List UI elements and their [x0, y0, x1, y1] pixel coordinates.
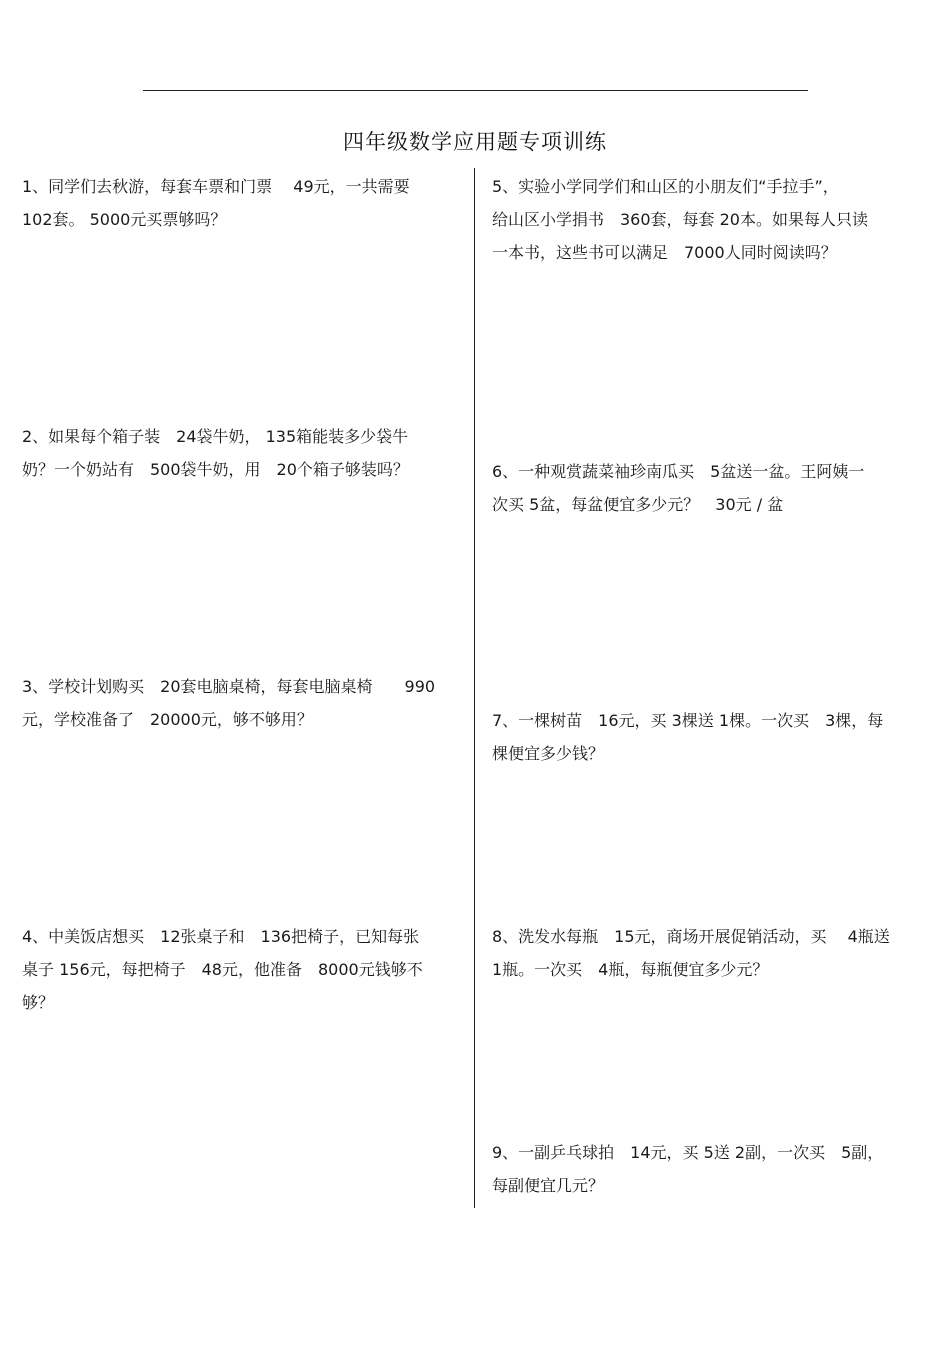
- problem-7: [492, 704, 883, 770]
- problem-2: [22, 420, 409, 486]
- problem-4: [22, 920, 423, 1019]
- problem-3-line-1: 3、学校计划购买 20套电脑桌椅，每套电脑桌椅 990: [22, 677, 436, 696]
- problem-8-line-1: 8、洗发水每瓶 15元，商场开展促销活动，买 4瓶送: [492, 927, 890, 946]
- problem-8-line-2: 1瓶。一次买 4瓶，每瓶便宜多少元？: [492, 960, 769, 979]
- problem-3-line-2: 元，学校准备了 20000元，够不够用？: [22, 710, 313, 729]
- problem-7-line-1: 7、一棵树苗 16元，买 3棵送 1棵。一次买 3棵，每: [492, 711, 884, 730]
- problem-5: [492, 170, 868, 269]
- problem-6-line-1: 6、一种观赏蔬菜袖珍南瓜买 5盆送一盆。王阿姨一: [492, 462, 865, 481]
- problem-1-line-2: 102套。 5000元买票够吗？: [22, 210, 227, 229]
- problem-4-line-1: 4、中美饭店想买 12张桌子和 136把椅子，已知每张: [22, 927, 420, 946]
- problem-9-line-2: 每副便宜几元？: [492, 1176, 605, 1195]
- problem-9: [492, 1136, 883, 1202]
- problem-6: [492, 455, 864, 521]
- problem-1: [22, 170, 410, 236]
- problem-5-line-2: 给山区小学捐书 360套，每套 20本。如果每人只读: [492, 210, 868, 229]
- problem-8: [492, 920, 890, 986]
- page-title: 四年级数学应用题专项训练: [343, 130, 607, 154]
- problem-4-line-2: 桌子 156元，每把椅子 48元，他准备 8000元钱够不: [22, 960, 423, 979]
- problem-7-line-2: 棵便宜多少钱？: [492, 744, 605, 763]
- problem-9-line-1: 9、一副乒乓球拍 14元，买 5送 2副，一次买 5副，: [492, 1143, 884, 1162]
- problem-5-line-3: 一本书，这些书可以满足 7000人同时阅读吗？: [492, 243, 837, 262]
- problem-5-line-1: 5、实验小学同学们和山区的小朋友们“手拉手”，: [492, 177, 839, 196]
- problem-1-line-1: 1、同学们去秋游，每套车票和门票 49元，一共需要: [22, 177, 410, 196]
- problem-6-line-2: 次买 5盆，每盆便宜多少元？ 30元 / 盆: [492, 495, 784, 514]
- problem-2-line-2: 奶？一个奶站有 500袋牛奶，用 20个箱子够装吗？: [22, 460, 409, 479]
- problem-4-line-3: 够？: [22, 993, 55, 1012]
- problem-3: [22, 670, 435, 736]
- problem-2-line-1: 2、如果每个箱子装 24袋牛奶， 135箱能装多少袋牛: [22, 427, 409, 446]
- column-divider: [474, 168, 475, 1208]
- top-rule: [143, 90, 808, 91]
